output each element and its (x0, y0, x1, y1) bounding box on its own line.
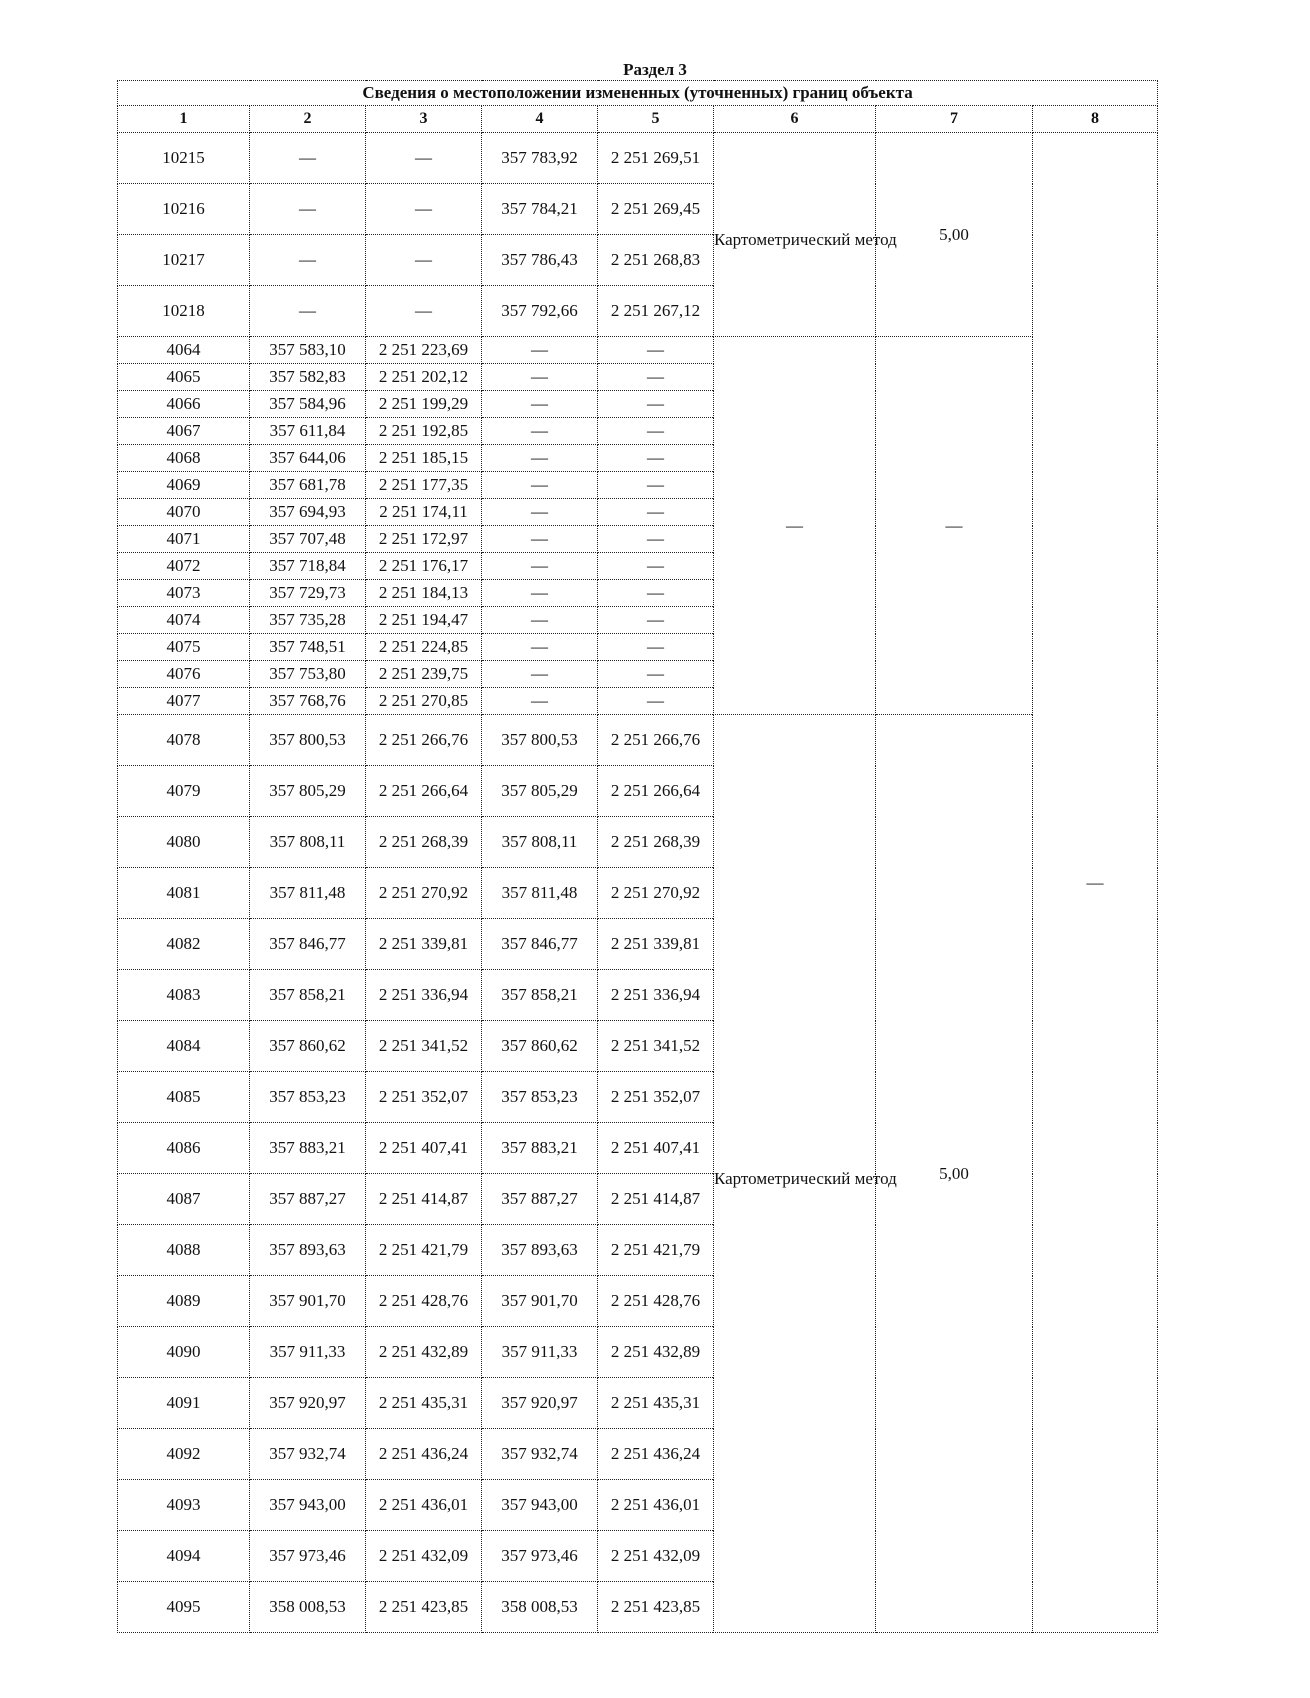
y-new-cell: 2 251 269,45 (598, 184, 714, 235)
x-new-cell: 357 920,97 (482, 1378, 598, 1429)
y-new-cell: — (598, 499, 714, 526)
point-number-cell: 4088 (118, 1225, 250, 1276)
x-old-cell: 357 846,77 (250, 919, 366, 970)
x-old-cell: 357 582,83 (250, 364, 366, 391)
point-number-cell: 4071 (118, 526, 250, 553)
point-number-cell: 4076 (118, 661, 250, 688)
y-new-cell: 2 251 436,24 (598, 1429, 714, 1480)
column-number: 6 (714, 106, 876, 133)
y-old-cell: 2 251 192,85 (366, 418, 482, 445)
y-new-cell: — (598, 607, 714, 634)
point-number-cell: 4066 (118, 391, 250, 418)
x-old-cell: 357 735,28 (250, 607, 366, 634)
y-new-cell: 2 251 432,89 (598, 1327, 714, 1378)
y-old-cell: 2 251 202,12 (366, 364, 482, 391)
point-number-cell: 4067 (118, 418, 250, 445)
y-new-cell: 2 251 267,12 (598, 286, 714, 337)
y-old-cell: 2 251 174,11 (366, 499, 482, 526)
y-new-cell: — (598, 661, 714, 688)
x-new-cell: 358 008,53 (482, 1582, 598, 1633)
x-new-cell: — (482, 418, 598, 445)
x-new-cell: 357 943,00 (482, 1480, 598, 1531)
point-number-cell: 4092 (118, 1429, 250, 1480)
x-new-cell: 357 811,48 (482, 868, 598, 919)
y-new-cell: — (598, 445, 714, 472)
point-number-cell: 4075 (118, 634, 250, 661)
x-old-cell: 357 644,06 (250, 445, 366, 472)
x-old-cell: 357 694,93 (250, 499, 366, 526)
y-old-cell: 2 251 223,69 (366, 337, 482, 364)
y-old-cell: 2 251 414,87 (366, 1174, 482, 1225)
y-old-cell: 2 251 341,52 (366, 1021, 482, 1072)
x-old-cell: 358 008,53 (250, 1582, 366, 1633)
y-new-cell: 2 251 270,92 (598, 868, 714, 919)
x-new-cell: — (482, 445, 598, 472)
x-old-cell: 357 718,84 (250, 553, 366, 580)
table-row (118, 133, 1158, 184)
y-new-cell: 2 251 352,07 (598, 1072, 714, 1123)
y-new-cell: 2 251 421,79 (598, 1225, 714, 1276)
y-new-cell: — (598, 418, 714, 445)
x-old-cell: 357 883,21 (250, 1123, 366, 1174)
y-new-cell: — (598, 391, 714, 418)
x-new-cell: — (482, 499, 598, 526)
y-new-cell: 2 251 266,76 (598, 715, 714, 766)
accuracy-cell: 5,00 (876, 133, 1033, 337)
x-old-cell: 357 901,70 (250, 1276, 366, 1327)
x-new-cell: 357 887,27 (482, 1174, 598, 1225)
y-old-cell: 2 251 270,85 (366, 688, 482, 715)
y-new-cell: 2 251 436,01 (598, 1480, 714, 1531)
point-number-cell: 4078 (118, 715, 250, 766)
point-number-cell: 4094 (118, 1531, 250, 1582)
x-new-cell: 357 786,43 (482, 235, 598, 286)
y-old-cell: 2 251 436,24 (366, 1429, 482, 1480)
y-old-cell: — (366, 184, 482, 235)
x-new-cell: — (482, 580, 598, 607)
x-new-cell: 357 901,70 (482, 1276, 598, 1327)
y-old-cell: 2 251 339,81 (366, 919, 482, 970)
point-number-cell: 4090 (118, 1327, 250, 1378)
point-number-cell: 4079 (118, 766, 250, 817)
y-old-cell: — (366, 286, 482, 337)
x-new-cell: — (482, 607, 598, 634)
method-text: Картометрический метод (714, 1168, 897, 1188)
x-new-cell: — (482, 553, 598, 580)
x-new-cell: 357 783,92 (482, 133, 598, 184)
x-new-cell: 357 784,21 (482, 184, 598, 235)
point-number-cell: 10218 (118, 286, 250, 337)
point-number-cell: 4074 (118, 607, 250, 634)
x-old-cell: 357 707,48 (250, 526, 366, 553)
point-number-cell: 4082 (118, 919, 250, 970)
point-number-cell: 4095 (118, 1582, 250, 1633)
point-number-cell: 10216 (118, 184, 250, 235)
y-new-cell: 2 251 268,83 (598, 235, 714, 286)
method-text: — (786, 515, 803, 535)
y-old-cell: 2 251 432,09 (366, 1531, 482, 1582)
y-new-cell: 2 251 428,76 (598, 1276, 714, 1327)
column-number: 2 (250, 106, 366, 133)
x-new-cell: 357 808,11 (482, 817, 598, 868)
x-old-cell: — (250, 286, 366, 337)
y-old-cell: 2 251 435,31 (366, 1378, 482, 1429)
point-number-cell: 4080 (118, 817, 250, 868)
y-old-cell: 2 251 270,92 (366, 868, 482, 919)
x-old-cell: 357 583,10 (250, 337, 366, 364)
point-number-cell: 4069 (118, 472, 250, 499)
x-new-cell: 357 883,21 (482, 1123, 598, 1174)
x-old-cell: 357 853,23 (250, 1072, 366, 1123)
point-number-cell: 4068 (118, 445, 250, 472)
column-number: 3 (366, 106, 482, 133)
y-new-cell: — (598, 580, 714, 607)
point-number-cell: 4086 (118, 1123, 250, 1174)
boundary-table (117, 80, 1158, 1633)
x-old-cell: — (250, 235, 366, 286)
x-old-cell: 357 748,51 (250, 634, 366, 661)
y-old-cell: 2 251 194,47 (366, 607, 482, 634)
point-number-cell: 4087 (118, 1174, 250, 1225)
y-old-cell: 2 251 185,15 (366, 445, 482, 472)
x-new-cell: 357 911,33 (482, 1327, 598, 1378)
method-cell (714, 133, 897, 337)
y-old-cell: 2 251 172,97 (366, 526, 482, 553)
x-old-cell: 357 887,27 (250, 1174, 366, 1225)
point-number-cell: 4070 (118, 499, 250, 526)
point-number-cell: 4065 (118, 364, 250, 391)
x-old-cell: 357 611,84 (250, 418, 366, 445)
y-old-cell: 2 251 436,01 (366, 1480, 482, 1531)
x-new-cell: 357 973,46 (482, 1531, 598, 1582)
y-new-cell: 2 251 407,41 (598, 1123, 714, 1174)
point-number-cell: 4093 (118, 1480, 250, 1531)
x-old-cell: 357 943,00 (250, 1480, 366, 1531)
point-number-cell: 4084 (118, 1021, 250, 1072)
x-old-cell: 357 729,73 (250, 580, 366, 607)
x-old-cell: 357 584,96 (250, 391, 366, 418)
x-old-cell: 357 920,97 (250, 1378, 366, 1429)
x-old-cell: 357 805,29 (250, 766, 366, 817)
y-old-cell: 2 251 177,35 (366, 472, 482, 499)
x-old-cell: 357 808,11 (250, 817, 366, 868)
point-number-cell: 4081 (118, 868, 250, 919)
x-new-cell: 357 800,53 (482, 715, 598, 766)
column-number-row (118, 106, 1158, 133)
y-old-cell: — (366, 235, 482, 286)
x-old-cell: 357 800,53 (250, 715, 366, 766)
column-8-cell: — (1033, 133, 1158, 1633)
x-old-cell: 357 860,62 (250, 1021, 366, 1072)
y-old-cell: 2 251 266,76 (366, 715, 482, 766)
table-row (118, 715, 1158, 766)
y-old-cell: 2 251 184,13 (366, 580, 482, 607)
y-new-cell: 2 251 341,52 (598, 1021, 714, 1072)
x-old-cell: 357 858,21 (250, 970, 366, 1021)
x-new-cell: 357 893,63 (482, 1225, 598, 1276)
y-new-cell: 2 251 435,31 (598, 1378, 714, 1429)
method-cell (714, 337, 876, 715)
point-number-cell: 4077 (118, 688, 250, 715)
method-cell (714, 715, 897, 1633)
point-number-cell: 4089 (118, 1276, 250, 1327)
table-body (118, 133, 1158, 1633)
point-number-cell: 4064 (118, 337, 250, 364)
y-old-cell: 2 251 266,64 (366, 766, 482, 817)
x-old-cell: 357 681,78 (250, 472, 366, 499)
point-number-cell: 4085 (118, 1072, 250, 1123)
x-old-cell: — (250, 184, 366, 235)
column-number: 1 (118, 106, 250, 133)
x-new-cell: — (482, 391, 598, 418)
y-old-cell: 2 251 336,94 (366, 970, 482, 1021)
x-new-cell: — (482, 634, 598, 661)
table-title: Сведения о местоположении измененных (уточненных) границ объекта (118, 81, 1158, 106)
method-text: Картометрический метод (714, 229, 897, 249)
y-new-cell: 2 251 336,94 (598, 970, 714, 1021)
y-old-cell: 2 251 268,39 (366, 817, 482, 868)
accuracy-cell: 5,00 (876, 715, 1033, 1633)
x-old-cell: — (250, 133, 366, 184)
x-old-cell: 357 811,48 (250, 868, 366, 919)
column-number: 7 (876, 106, 1033, 133)
y-old-cell: 2 251 176,17 (366, 553, 482, 580)
point-number-cell: 4072 (118, 553, 250, 580)
y-old-cell: 2 251 423,85 (366, 1582, 482, 1633)
x-new-cell: — (482, 472, 598, 499)
y-new-cell: — (598, 526, 714, 553)
x-new-cell: 357 846,77 (482, 919, 598, 970)
column-number: 5 (598, 106, 714, 133)
x-old-cell: 357 932,74 (250, 1429, 366, 1480)
y-new-cell: — (598, 337, 714, 364)
point-number-cell: 4083 (118, 970, 250, 1021)
y-new-cell: — (598, 634, 714, 661)
x-old-cell: 357 753,80 (250, 661, 366, 688)
y-new-cell: — (598, 472, 714, 499)
point-number-cell: 10217 (118, 235, 250, 286)
point-number-cell: 4091 (118, 1378, 250, 1429)
y-new-cell: 2 251 268,39 (598, 817, 714, 868)
accuracy-cell: — (876, 337, 1033, 715)
point-number-cell: 10215 (118, 133, 250, 184)
y-old-cell: 2 251 428,76 (366, 1276, 482, 1327)
y-new-cell: 2 251 269,51 (598, 133, 714, 184)
y-old-cell: 2 251 239,75 (366, 661, 482, 688)
x-new-cell: 357 853,23 (482, 1072, 598, 1123)
y-new-cell: 2 251 414,87 (598, 1174, 714, 1225)
x-new-cell: 357 858,21 (482, 970, 598, 1021)
y-old-cell: 2 251 421,79 (366, 1225, 482, 1276)
x-new-cell: 357 792,66 (482, 286, 598, 337)
x-new-cell: — (482, 337, 598, 364)
y-new-cell: 2 251 432,09 (598, 1531, 714, 1582)
y-new-cell: 2 251 339,81 (598, 919, 714, 970)
x-new-cell: 357 932,74 (482, 1429, 598, 1480)
y-old-cell: 2 251 352,07 (366, 1072, 482, 1123)
y-old-cell: — (366, 133, 482, 184)
x-new-cell: 357 805,29 (482, 766, 598, 817)
table-row (118, 337, 1158, 364)
x-new-cell: — (482, 688, 598, 715)
y-new-cell: — (598, 688, 714, 715)
x-new-cell: — (482, 526, 598, 553)
y-old-cell: 2 251 199,29 (366, 391, 482, 418)
y-old-cell: 2 251 432,89 (366, 1327, 482, 1378)
x-new-cell: — (482, 661, 598, 688)
y-new-cell: — (598, 364, 714, 391)
x-old-cell: 357 973,46 (250, 1531, 366, 1582)
y-new-cell: 2 251 423,85 (598, 1582, 714, 1633)
x-old-cell: 357 768,76 (250, 688, 366, 715)
point-number-cell: 4073 (118, 580, 250, 607)
x-old-cell: 357 893,63 (250, 1225, 366, 1276)
y-new-cell: 2 251 266,64 (598, 766, 714, 817)
x-new-cell: — (482, 364, 598, 391)
x-new-cell: 357 860,62 (482, 1021, 598, 1072)
x-old-cell: 357 911,33 (250, 1327, 366, 1378)
y-new-cell: — (598, 553, 714, 580)
y-old-cell: 2 251 407,41 (366, 1123, 482, 1174)
y-old-cell: 2 251 224,85 (366, 634, 482, 661)
column-number: 8 (1033, 106, 1158, 133)
section-title: Раздел 3 (623, 60, 687, 79)
column-number: 4 (482, 106, 598, 133)
